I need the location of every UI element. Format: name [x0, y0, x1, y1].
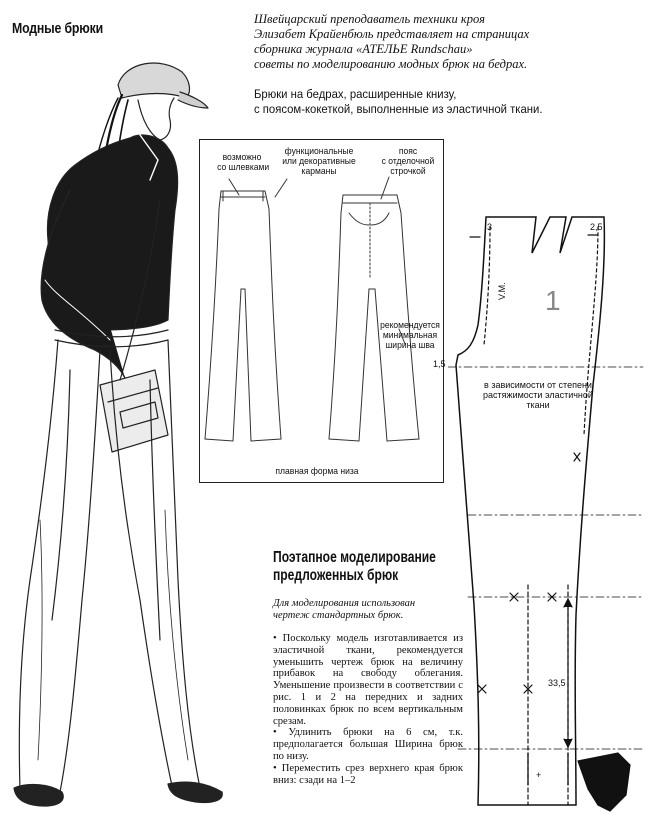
- intro-line: советы по моделированию модных брюк на бедрах.: [254, 57, 528, 71]
- piece-number: 1: [545, 285, 561, 316]
- section-lead: Для моделирования использован чертеж стандартных брюк.: [273, 598, 416, 621]
- dart-value: 3: [487, 222, 493, 232]
- side-value: 2,5: [590, 222, 603, 232]
- section-heading: Поэтапное моделирование предложенных брюк: [273, 549, 436, 584]
- stretch-note: в зависимости от степени растяжимости эластичной ткани: [483, 380, 593, 410]
- vm-label: V.M.: [497, 282, 507, 300]
- intro-text: [254, 12, 554, 72]
- intro-line: сборника журнала «АТЕЛЬЕ Rundschau»: [254, 42, 473, 56]
- label-pockets: функциональные или декоративные карманы: [282, 146, 356, 176]
- subtitle-line: Брюки на бедрах, расширенные книзу,: [254, 87, 457, 101]
- label-belt: пояс с отделочной строчкой: [381, 146, 435, 176]
- plus-label: +: [536, 770, 542, 780]
- hip-value: 1,5: [433, 359, 446, 369]
- length-value: 33,5: [548, 678, 566, 688]
- instructions-text: [273, 633, 463, 786]
- instruction-paragraph: • Переместить срез верхнего края брюк вниз: сзади на 1–2: [273, 762, 463, 786]
- model-description: [254, 87, 543, 117]
- intro-line: Элизабет Крайенбюль представляет на страницах: [254, 27, 530, 41]
- instruction-paragraph: • Удлинить брюки на 6 см, т.к. предполагается большая Ширина брюк по низу.: [273, 727, 463, 762]
- subtitle-line: с поясом-кокеткой, выполненные из эластичной ткани.: [254, 102, 543, 116]
- page-title: Модные брюки: [12, 20, 103, 37]
- label-belt-loops: возможно со шлевками: [217, 152, 270, 172]
- intro-line: Швейцарский преподаватель техники кроя: [254, 12, 485, 26]
- label-seam: рекомендуется минимальная ширина шва: [380, 320, 440, 350]
- instruction-paragraph: • Поскольку модель изготавливается из эластичной ткани, рекомендуется уменьшить чертеж брюк на величину прибавок на свободу облегания. Уменьшение произвести в соответствии с рис. 1 и 2 на передних и задних половинках брюк по всем вертикальным срезам.: [273, 633, 463, 727]
- trouser-flat-sketches: [199, 139, 444, 483]
- label-hem: плавная форма низа: [275, 466, 359, 476]
